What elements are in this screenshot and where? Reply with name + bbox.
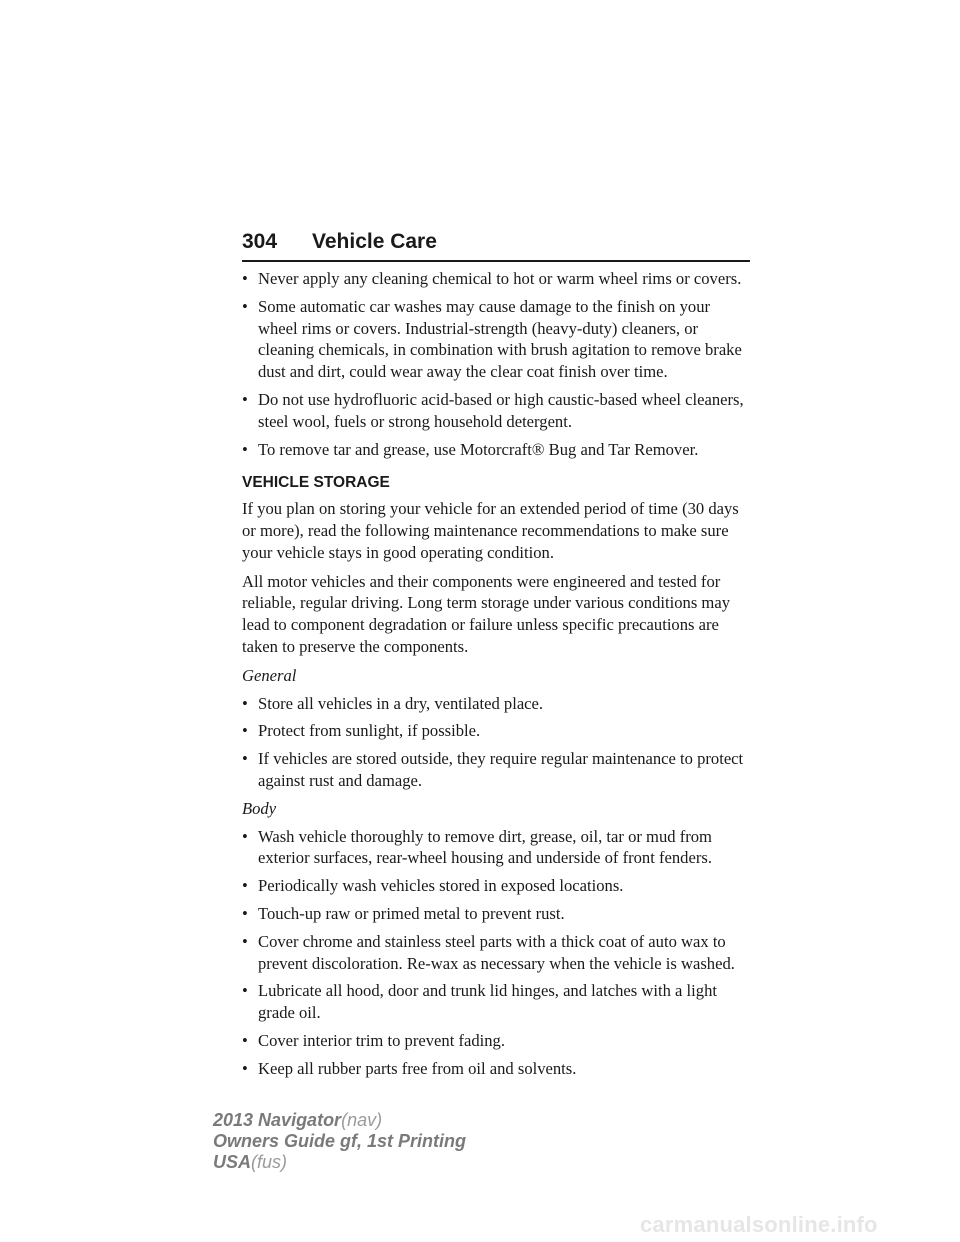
bullet-icon: • <box>242 389 248 409</box>
watermark: carmanualsonline.info <box>640 1212 878 1237</box>
footer-model-code: (nav) <box>341 1110 383 1130</box>
list-item-text: Touch-up raw or primed metal to prevent rust. <box>258 903 565 923</box>
bullet-icon: • <box>242 876 248 896</box>
list-item-text: Some automatic car washes may cause damage to the finish on your wheel rims or covers. Industrial-strength (heavy-duty) cleaners, or cleaning chemicals, in combination with brush agitation to remove brake dust and dirt, could wear away the clear coat finish over time. <box>258 296 742 382</box>
footer-line-guide <box>213 1131 466 1152</box>
storage-paragraph: All motor vehicles and their components were engineered and tested for reliable, regular driving. Long term storage under various conditions may lead to component degradation or failure unless specific precautions are taken to preserve the components. <box>242 571 730 656</box>
list-item <box>242 1058 752 1080</box>
list-item-text: Wash vehicle thoroughly to remove dirt, grease, oil, tar or mud from exterior surfaces, rear-wheel housing and underside of front fenders. <box>258 826 712 868</box>
list-item <box>242 826 752 870</box>
list-item <box>242 748 752 792</box>
bullet-icon: • <box>242 749 248 769</box>
list-item-text: If vehicles are stored outside, they require regular maintenance to protect against rust and damage. <box>258 749 744 790</box>
list-item <box>242 439 752 461</box>
general-list <box>242 693 752 792</box>
list-item <box>242 931 752 975</box>
section-title: Vehicle Care <box>312 230 437 253</box>
footer-region: USA <box>213 1152 252 1172</box>
list-item <box>242 875 752 897</box>
general-subheading: General <box>242 665 297 685</box>
wheel-care-list <box>242 268 752 460</box>
page-content <box>242 268 752 1086</box>
bullet-icon: • <box>242 269 248 288</box>
bullet-icon: • <box>242 981 248 1001</box>
bullet-icon: • <box>242 296 248 316</box>
list-item <box>242 296 752 383</box>
list-item <box>242 693 752 715</box>
bullet-icon: • <box>242 1030 248 1050</box>
list-item-text: Periodically wash vehicles stored in exposed locations. <box>258 876 624 896</box>
list-item-text: Cover chrome and stainless steel parts with a thick coat of auto wax to prevent discoloration. Re-wax as necessary when the vehicle is washed. <box>258 931 735 973</box>
list-item <box>242 720 752 742</box>
list-item <box>242 268 752 290</box>
list-item-text: Keep all rubber parts free from oil and solvents. <box>258 1058 577 1078</box>
list-item-text: Protect from sunlight, if possible. <box>258 721 481 741</box>
body-list <box>242 826 752 1080</box>
list-item <box>242 980 752 1024</box>
footer-region-code: (fus) <box>251 1152 288 1172</box>
bullet-icon: • <box>242 826 248 846</box>
page-header <box>242 228 750 262</box>
header-divider <box>242 260 750 262</box>
footer-line-region <box>213 1152 466 1173</box>
footer-guide: Owners Guide gf, 1st Printing <box>213 1131 467 1151</box>
list-item <box>242 389 752 433</box>
bullet-icon: • <box>242 903 248 923</box>
list-item <box>242 903 752 925</box>
vehicle-storage-heading: VEHICLE STORAGE <box>242 474 390 492</box>
list-item-text: Store all vehicles in a dry, ventilated place. <box>258 693 544 713</box>
list-item-text: Cover interior trim to prevent fading. <box>258 1030 505 1050</box>
footer-line-model <box>213 1110 466 1131</box>
bullet-icon: • <box>242 693 248 713</box>
bullet-icon: • <box>242 439 248 459</box>
storage-intro: If you plan on storing your vehicle for an extended period of time (30 days or more), read the following maintenance recommendations to make sure your vehicle stays in good operating condition. <box>242 499 739 562</box>
list-item-text: Do not use hydrofluoric acid-based or high caustic-based wheel cleaners, steel wool, fuels or strong household detergent. <box>258 389 744 431</box>
footer-model: 2013 Navigator <box>213 1110 342 1130</box>
bullet-icon: • <box>242 721 248 741</box>
list-item-text: To remove tar and grease, use Motorcraft® Bug and Tar Remover. <box>258 439 699 459</box>
page-number: 304 <box>242 230 278 253</box>
page-footer <box>213 1110 466 1173</box>
bullet-icon: • <box>242 931 248 951</box>
list-item-text: Lubricate all hood, door and trunk lid hinges, and latches with a light grade oil. <box>258 981 717 1023</box>
bullet-icon: • <box>242 1058 248 1078</box>
body-subheading: Body <box>242 798 277 818</box>
list-item <box>242 1030 752 1052</box>
list-item-text: Never apply any cleaning chemical to hot or warm wheel rims or covers. <box>258 269 742 288</box>
